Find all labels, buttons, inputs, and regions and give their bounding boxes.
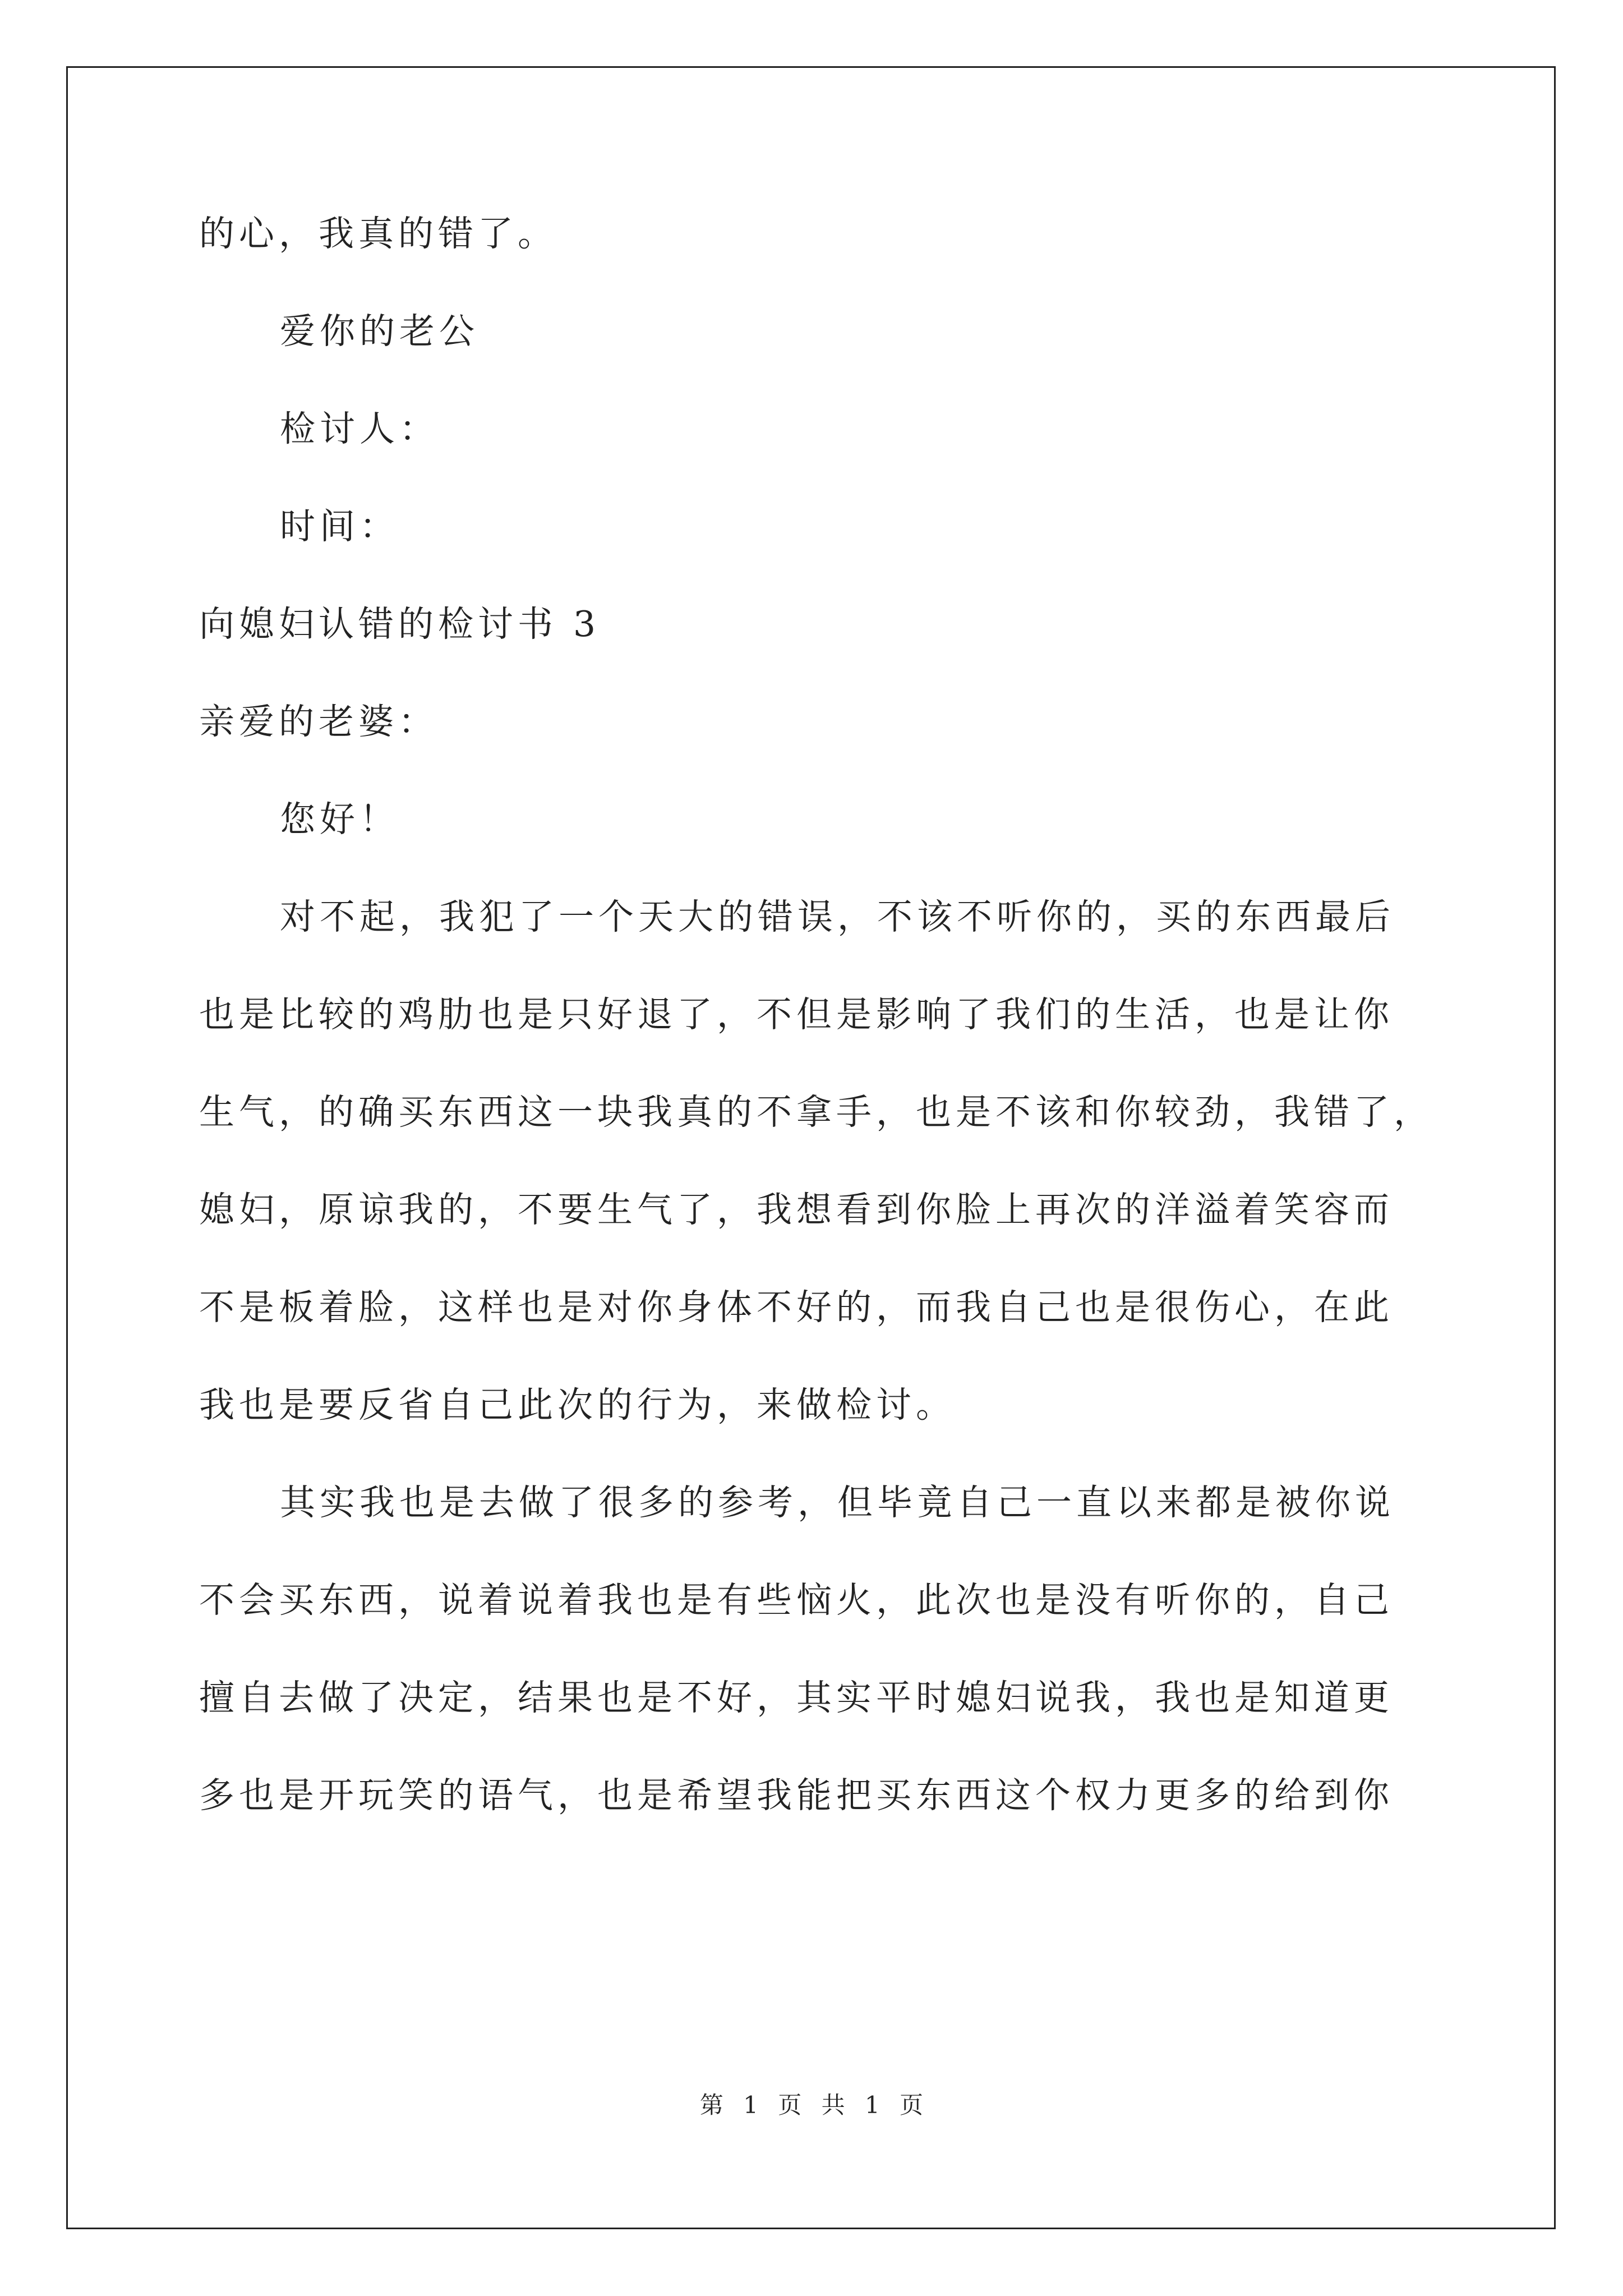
paragraph-line: 其实我也是去做了很多的参考，但毕竟自己一直以来都是被你说 [280,1482,1395,1523]
page-footer: 第 1 页 共 1 页 [699,2091,924,2119]
section-title: 向媳妇认错的检讨书 3 [199,604,601,645]
signature-line: 爱你的老公 [280,311,479,352]
paragraph-line: 对不起，我犯了一个天大的错误，不该不听你的，买的东西最后 [280,896,1395,937]
paragraph-line: 擅自去做了决定，结果也是不好，其实平时媳妇说我，我也是知道更 [199,1677,1394,1718]
text-line: 的心，我真的错了。 [199,213,557,254]
paragraph-line: 多也是开玩笑的语气，也是希望我能把买东西这个权力更多的给到你 [199,1775,1394,1816]
paragraph-line: 也是比较的鸡肋也是只好退了，不但是影响了我们的生活，也是让你 [199,994,1394,1035]
paragraph-line: 不会买东西，说着说着我也是有些恼火，此次也是没有听你的，自己 [199,1580,1394,1621]
paragraph-line: 生气，的确买东西这一块我真的不拿手，也是不该和你较劲，我错了， [199,1092,1433,1133]
document-body [199,185,1433,1844]
greeting: 您好！ [280,799,399,840]
reviewer-label: 检讨人： [280,408,439,449]
paragraph-line: 不是板着脸，这样也是对你身体不好的，而我自己也是很伤心，在此 [199,1287,1394,1328]
salutation: 亲爱的老婆： [199,701,438,742]
paragraph-line: 我也是要反省自己此次的行为，来做检讨。 [199,1384,956,1425]
paragraph-line: 媳妇，原谅我的，不要生气了，我想看到你脸上再次的洋溢着笑容而 [199,1189,1394,1230]
time-label: 时间： [280,506,399,547]
